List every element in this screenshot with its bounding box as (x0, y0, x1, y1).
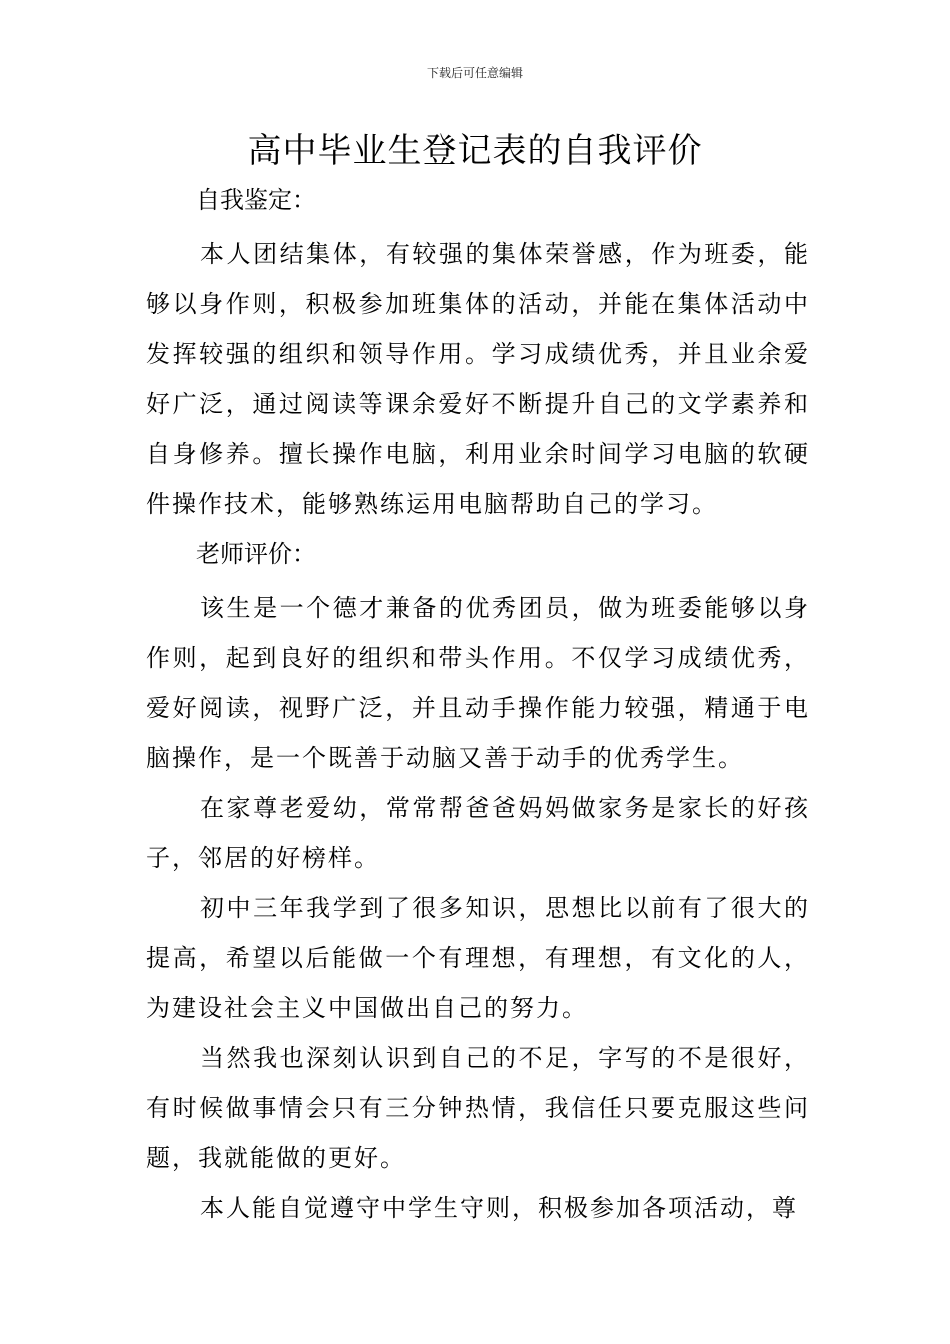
self-assessment-paragraph: 本人团结集体，有较强的集体荣誉感，作为班委，能够以身作则，积极参加班集体的活动，并能在集体活动中发挥较强的组织和领导作用。学习成绩优秀，并且业余爱好广泛，通过阅读等课余爱好不断提升自己的文学素养和自身修养。擅长操作电脑，利用业余时间学习电脑的软硬件操作技术，能够熟练运用电脑帮助自己的学习。 (146, 240, 810, 518)
paragraph: 初中三年我学到了很多知识，思想比以前有了很大的提高，希望以后能做一个有理想，有理想，有文化的人，为建设社会主义中国做出自己的努力。 (146, 894, 810, 1022)
self-assessment-label: 自我鉴定： (196, 186, 316, 214)
paragraph: 在家尊老爱幼，常常帮爸爸妈妈做家务是家长的好孩子，邻居的好榜样。 (146, 794, 810, 872)
paragraph: 本人能自觉遵守中学生守则，积极参加各项活动，尊 (200, 1194, 798, 1222)
paragraph: 当然我也深刻认识到自己的不足，字写的不是很好，有时候做事情会只有三分钟热情，我信任只要克服这些问题，我就能做的更好。 (146, 1044, 810, 1172)
document-body (146, 175, 810, 1233)
teacher-evaluation-label: 老师评价： (196, 540, 316, 568)
page-header-note: 下载后可任意编辑 (426, 66, 523, 80)
paragraph: 该生是一个德才兼备的优秀团员，做为班委能够以身作则，起到良好的组织和带头作用。不仅学习成绩优秀，爱好阅读，视野广泛，并且动手操作能力较强，精通于电脑操作，是一个既善于动脑又善于动手的优秀学生。 (146, 594, 810, 772)
document-title: 高中毕业生登记表的自我评价 (247, 131, 703, 171)
